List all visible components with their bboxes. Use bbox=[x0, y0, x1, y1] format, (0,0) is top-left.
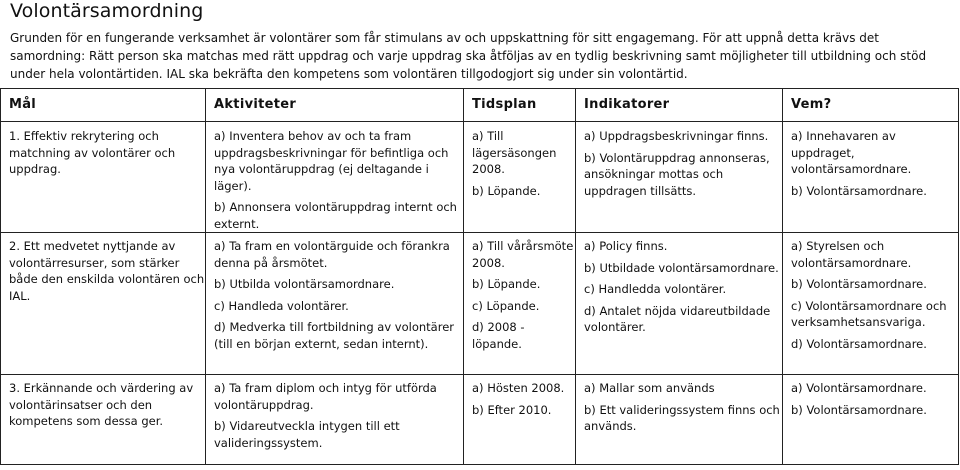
table-row bbox=[1, 375, 959, 465]
cell-aktiviteter bbox=[206, 233, 464, 375]
indicator-item: c) Handledda volontärer. bbox=[584, 282, 727, 296]
cell-aktiviteter bbox=[206, 122, 464, 233]
header-aktiviteter: Aktiviteter bbox=[206, 89, 464, 122]
activity-item: a) Ta fram en volontärguide och förankra denna på årsmötet. bbox=[214, 239, 450, 270]
page-title: Volontärsamordning bbox=[10, 0, 204, 22]
intro-paragraph: Grunden för en fungerande verksamhet är volontärer som får stimulans av och uppskattning för sitt engagemang. För att uppnå detta krävs det samordning: Rätt person ska matchas med rätt uppdrag och varje uppdrag ska åtföljas av en tydlig beskrivning samt möjligheter till utbildning och stöd under hela volontärtiden. IAL ska bekräfta den kompetens som volontären tillgodogjort sig under sin volontärtid. bbox=[10, 31, 927, 81]
timeline-item: c) Löpande. bbox=[472, 298, 540, 313]
plan-table bbox=[0, 88, 959, 465]
goal-text: 1. Effektiv rekrytering och matchning av volontärer och uppdrag. bbox=[9, 129, 176, 176]
activity-item: a) Inventera behov av och ta fram uppdragsbeskrivningar för befintliga och nya volontäruppdrag (ej deltagande i läger). bbox=[214, 129, 449, 193]
responsible-item: a) Innehavaren av uppdraget, volontärsamordnare. bbox=[791, 129, 912, 176]
cell-tidsplan bbox=[464, 122, 576, 233]
responsible-item: a) Volontärsamordnare. bbox=[791, 381, 927, 395]
activity-item: b) Vidareutveckla intygen till ett valideringssystem. bbox=[214, 419, 400, 450]
table-row bbox=[1, 233, 959, 375]
cell-indikatorer bbox=[576, 122, 783, 233]
timeline-item: d) 2008 - löpande. bbox=[472, 320, 525, 351]
timeline-item: a) Hösten 2008. bbox=[472, 381, 565, 395]
activity-item: b) Utbilda volontärsamordnare. bbox=[214, 277, 395, 291]
indicator-item: d) Antalet nöjda vidareutbildade volontärer. bbox=[584, 303, 771, 334]
header-row bbox=[1, 89, 959, 122]
responsible-item: b) Volontärsamordnare. bbox=[791, 183, 927, 198]
cell-tidsplan bbox=[464, 375, 576, 465]
header-tidsplan: Tidsplan bbox=[464, 89, 576, 122]
cell-mal bbox=[1, 122, 206, 233]
responsible-item: a) Styrelsen och volontärsamordnare. bbox=[791, 239, 912, 270]
indicator-item: b) Ett valideringssystem finns och används. bbox=[584, 402, 780, 433]
responsible-item: d) Volontärsamordnare. bbox=[791, 336, 927, 351]
header-mal: Mål bbox=[1, 89, 206, 122]
timeline-item: a) Till vårårsmöte 2008. bbox=[472, 239, 574, 270]
responsible-item: c) Volontärsamordnare och verksamhetsansvariga. bbox=[791, 298, 947, 329]
table-row bbox=[1, 122, 959, 233]
cell-mal bbox=[1, 233, 206, 375]
goal-text: 3. Erkännande och värdering av volontärinsatser och den kompetens som dessa ger. bbox=[9, 381, 194, 428]
cell-vem bbox=[783, 233, 959, 375]
responsible-item: b) Volontärsamordnare. bbox=[791, 277, 927, 291]
activity-item: b) Annonsera volontäruppdrag internt och externt. bbox=[214, 200, 457, 231]
goal-text: 2. Ett medvetet nyttjande av volontärresurser, som stärker både den enskilda volontären och IAL. bbox=[9, 239, 205, 303]
timeline-item: a) Till lägersäsongen 2008. bbox=[472, 129, 557, 176]
cell-indikatorer bbox=[576, 233, 783, 375]
timeline-item: b) Löpande. bbox=[472, 183, 541, 198]
indicator-item: b) Volontäruppdrag annonseras, ansökningar mottas och uppdragen tillsätts. bbox=[584, 150, 770, 198]
activity-item: d) Medverka till fortbildning av volontärer (till en början externt, sedan internt). bbox=[214, 320, 455, 351]
indicator-item: a) Uppdragsbeskrivningar finns. bbox=[584, 129, 769, 143]
cell-mal bbox=[1, 375, 206, 465]
cell-vem bbox=[783, 122, 959, 233]
header-indikatorer: Indikatorer bbox=[576, 89, 783, 122]
indicator-item: b) Utbildade volontärsamordnare. bbox=[584, 260, 779, 275]
cell-indikatorer bbox=[576, 375, 783, 465]
timeline-item: b) Efter 2010. bbox=[472, 402, 552, 417]
cell-tidsplan bbox=[464, 233, 576, 375]
header-vem: Vem? bbox=[783, 89, 959, 122]
indicator-item: a) Mallar som används bbox=[584, 381, 715, 395]
activity-item: c) Handleda volontärer. bbox=[214, 298, 349, 313]
timeline-item: b) Löpande. bbox=[472, 277, 541, 291]
indicator-item: a) Policy finns. bbox=[584, 239, 668, 253]
cell-vem bbox=[783, 375, 959, 465]
activity-item: a) Ta fram diplom och intyg för utförda volontäruppdrag. bbox=[214, 381, 437, 412]
responsible-item: b) Volontärsamordnare. bbox=[791, 402, 927, 417]
cell-aktiviteter bbox=[206, 375, 464, 465]
